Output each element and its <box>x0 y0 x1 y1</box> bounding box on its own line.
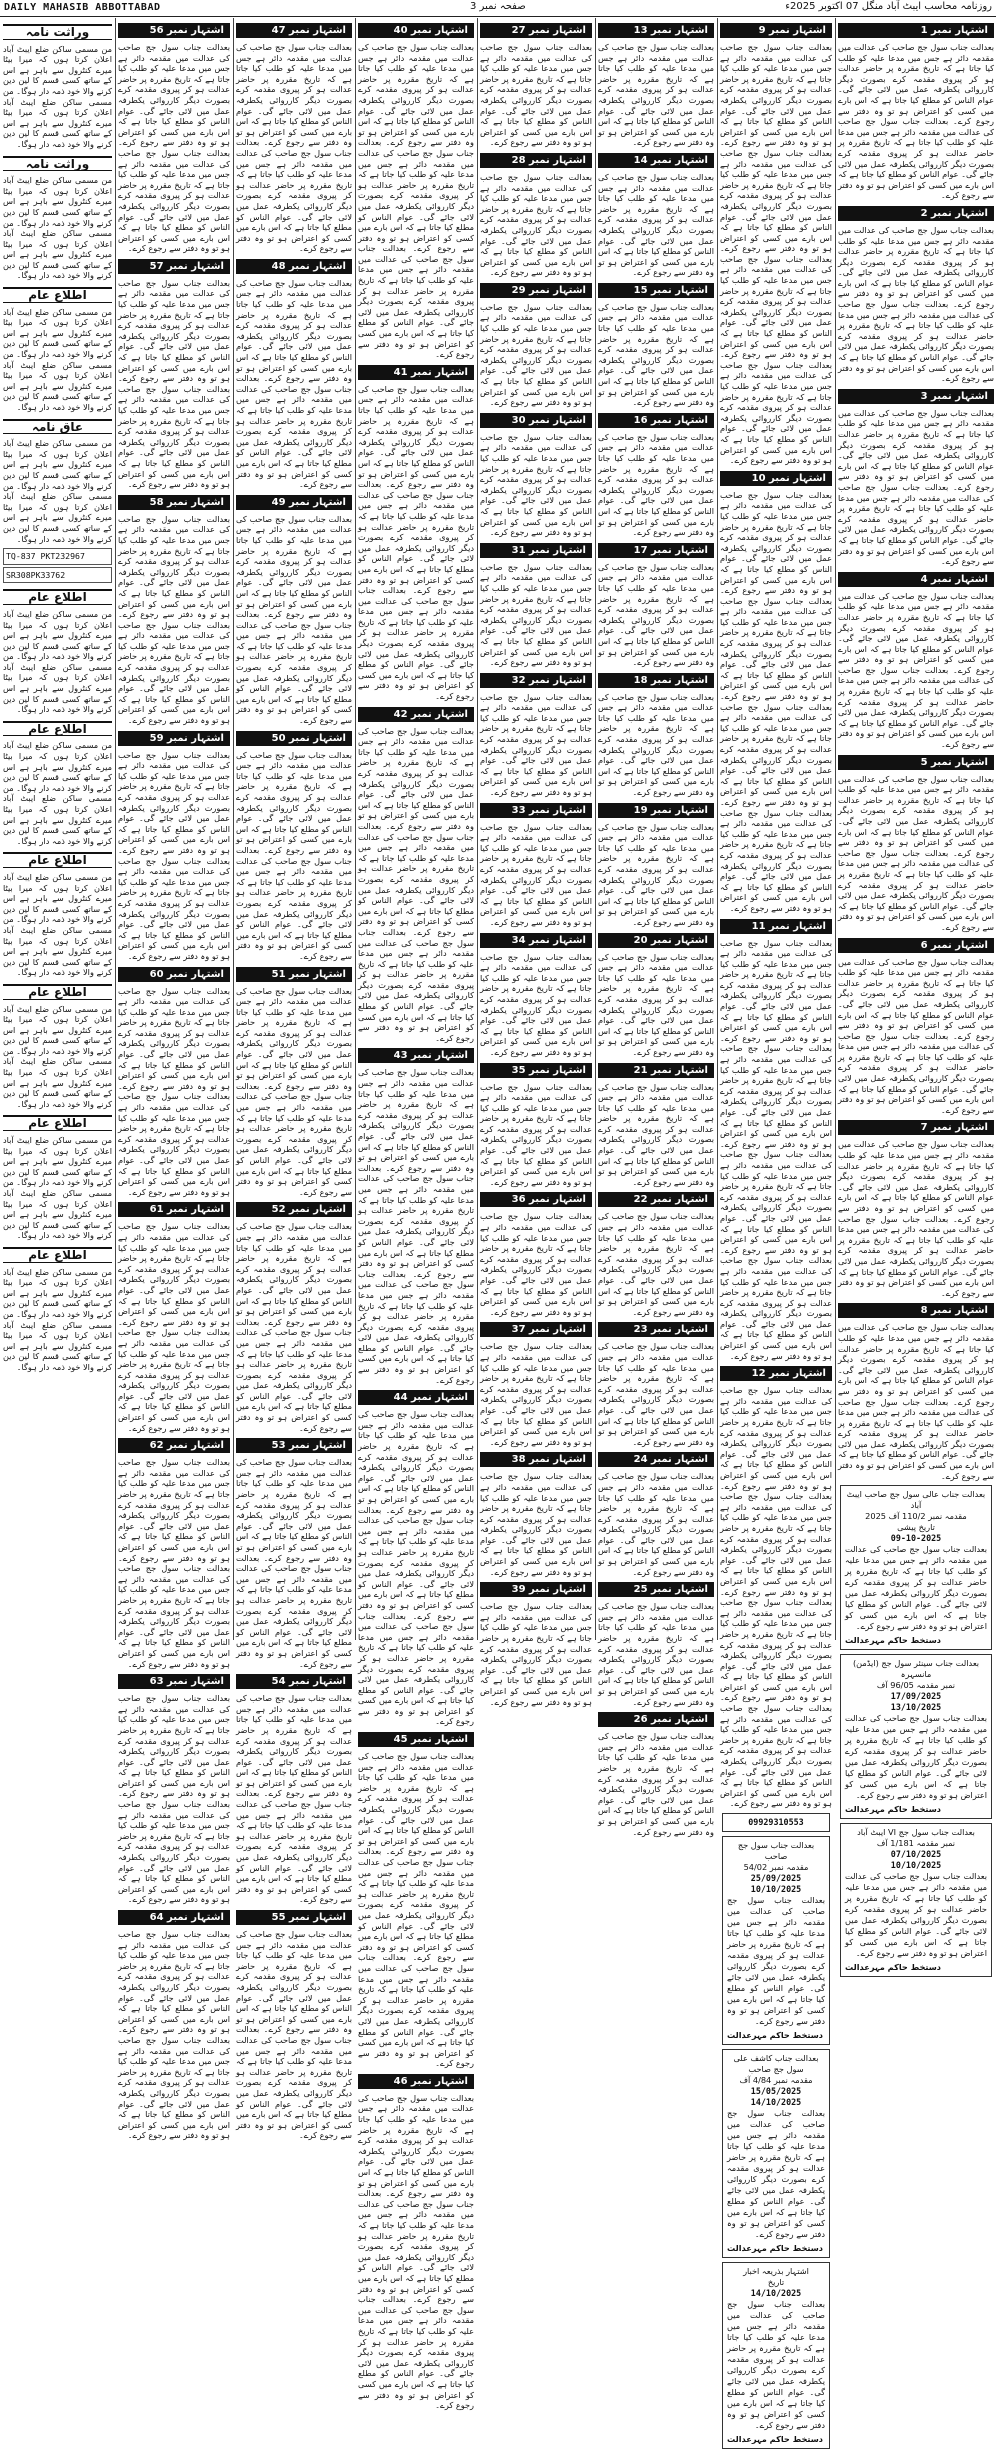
court-date: 10/10/2025 <box>750 1884 802 1894</box>
ad-number-label: اشتہار نمبر 45 <box>358 1732 474 1747</box>
ad-body-text: بعدالت جناب سول جج صاحب کی عدالت میں مقدمہ دائر ہے جس میں مدعا علیہ کو طلب کیا جاتا ہے کہ تاریخ مقررہ پر حاضر عدالت ہو کر پیروی مقدمہ کرے بصورت دیگر کارروائی یکطرفہ عمل میں لائی جائے گی۔ عوام الناس کو مطلع کیا جاتا ہے کہ اس بارے میں کسی کو اعتراض ہو تو وہ دفتر سے رجوع کرے۔ <box>480 1601 592 1707</box>
column-ads-56-64 <box>118 18 230 2141</box>
ad-body-text: بعدالت جناب سول جج صاحب کی عدالت میں مقدمہ دائر ہے جس میں مدعا علیہ کو طلب کیا جاتا ہے کہ تاریخ مقررہ پر حاضر عدالت ہو کر پیروی مقدمہ کرے بصورت دیگر کارروائی یکطرفہ عمل میں لائی جائے گی۔ عوام الناس کو مطلع کیا جاتا ہے کہ اس بارے میں کسی کو اعتراض ہو تو وہ دفتر سے رجوع کرے۔ بعدالت جناب سول جج صاحب کی عدالت میں مقدمہ دائر ہے جس میں مدعا علیہ کو طلب کیا جاتا ہے کہ تاریخ مقررہ پر حاضر عدالت ہو کر پیروی مقدمہ کرے بصورت دیگر کارروائی یکطرفہ عمل میں لائی جائے گی۔ عوام الناس کو مطلع کیا جاتا ہے کہ اس بارے میں کسی کو اعتراض ہو تو وہ دفتر سے رجوع کرے۔ <box>236 1221 352 1433</box>
ad-body-text: بعدالت جناب سول جج صاحب کی عدالت میں مقدمہ دائر ہے جس میں مدعا علیہ کو طلب کیا جاتا ہے کہ تاریخ مقررہ پر حاضر عدالت ہو کر پیروی مقدمہ کرے بصورت دیگر کارروائی یکطرفہ عمل میں لائی جائے گی۔ عوام الناس کو مطلع کیا جاتا ہے کہ اس بارے میں کسی کو اعتراض ہو تو وہ دفتر سے رجوع کرے۔ <box>480 1341 592 1447</box>
ad-body-text: بعدالت جناب سول جج صاحب کی عدالت میں مقدمہ دائر ہے جس میں مدعا علیہ کو طلب کیا جاتا ہے کہ تاریخ مقررہ پر حاضر عدالت ہو کر پیروی مقدمہ کرے بصورت دیگر کارروائی یکطرفہ عمل میں لائی جائے گی۔ عوام الناس کو مطلع کیا جاتا ہے کہ اس بارے میں کسی کو اعتراض ہو تو وہ دفتر سے رجوع کرے۔ بعدالت جناب سول جج صاحب کی عدالت میں مقدمہ دائر ہے جس میں مدعا علیہ کو طلب کیا جاتا ہے کہ تاریخ مقررہ پر حاضر عدالت ہو کر پیروی مقدمہ کرے بصورت دیگر کارروائی یکطرفہ عمل میں لائی جائے گی۔ عوام الناس کو مطلع کیا جاتا ہے کہ اس بارے میں کسی کو اعتراض ہو تو وہ دفتر سے رجوع کرے۔ <box>118 749 230 961</box>
ad-body-text: بعدالت جناب سول جج صاحب کی عدالت میں مقدمہ دائر ہے جس میں مدعا علیہ کو طلب کیا جاتا ہے کہ تاریخ مقررہ پر حاضر عدالت ہو کر پیروی مقدمہ کرے بصورت دیگر کارروائی یکطرفہ عمل میں لائی جائے گی۔ عوام الناس کو مطلع کیا جاتا ہے کہ اس بارے میں کسی کو اعتراض ہو تو وہ دفتر سے رجوع کرے۔ بعدالت جناب سول جج صاحب کی عدالت میں مقدمہ دائر ہے جس میں مدعا علیہ کو طلب کیا جاتا ہے کہ تاریخ مقررہ پر حاضر عدالت ہو کر پیروی مقدمہ کرے بصورت دیگر کارروائی یکطرفہ عمل میں لائی جائے گی۔ عوام الناس کو مطلع کیا جاتا ہے کہ اس بارے میں کسی کو اعتراض ہو تو وہ دفتر سے رجوع کرے۔ بعدالت جناب سول جج صاحب کی عدالت میں مقدمہ دائر ہے جس میں مدعا علیہ کو طلب کیا جاتا ہے کہ تاریخ مقررہ پر حاضر عدالت ہو کر پیروی مقدمہ کرے بصورت دیگر کارروائی یکطرفہ عمل میں لائی جائے گی۔ عوام الناس کو مطلع کیا جاتا ہے کہ اس بارے میں کسی کو اعتراض ہو تو وہ دفتر سے رجوع کرے۔ بعدالت جناب سول جج صاحب کی عدالت میں مقدمہ دائر ہے جس میں مدعا علیہ کو طلب کیا جاتا ہے کہ تاریخ مقررہ پر حاضر عدالت ہو کر پیروی مقدمہ کرے بصورت دیگر کارروائی یکطرفہ عمل میں لائی جائے گی۔ عوام الناس کو مطلع کیا جاتا ہے کہ اس بارے میں کسی کو اعتراض ہو تو وہ دفتر سے رجوع کرے۔ <box>720 1385 832 1809</box>
classified-heading: وراثت نامہ <box>3 24 112 40</box>
ad-body-text: بعدالت جناب سول جج صاحب کی عدالت میں مقدمہ دائر ہے جس میں مدعا علیہ کو طلب کیا جاتا ہے کہ تاریخ مقررہ پر حاضر عدالت ہو کر پیروی مقدمہ کرے بصورت دیگر کارروائی یکطرفہ عمل میں لائی جائے گی۔ عوام الناس کو مطلع کیا جاتا ہے کہ اس بارے میں کسی کو اعتراض ہو تو وہ دفتر سے رجوع کرے۔ <box>598 1471 714 1577</box>
ad-body-text: بعدالت جناب سول جج صاحب کی عدالت میں مقدمہ دائر ہے جس میں مدعا علیہ کو طلب کیا جاتا ہے کہ تاریخ مقررہ پر حاضر عدالت ہو کر پیروی مقدمہ کرے بصورت دیگر کارروائی یکطرفہ عمل میں لائی جائے گی۔ عوام الناس کو مطلع کیا جاتا ہے کہ اس بارے میں کسی کو اعتراض ہو تو وہ دفتر سے رجوع کرے۔ بعدالت جناب سول جج صاحب کی عدالت میں مقدمہ دائر ہے جس میں مدعا علیہ کو طلب کیا جاتا ہے کہ تاریخ مقررہ پر حاضر عدالت ہو کر پیروی مقدمہ کرے بصورت دیگر کارروائی یکطرفہ عمل میں لائی جائے گی۔ عوام الناس کو مطلع کیا جاتا ہے کہ اس بارے میں کسی کو اعتراض ہو تو وہ دفتر سے رجوع کرے۔ <box>236 1693 352 1905</box>
ad-number-label: اشتہار نمبر 32 <box>480 673 592 688</box>
ad-number-label: اشتہار نمبر 41 <box>358 365 474 380</box>
ad-body-text: بعدالت جناب سول جج صاحب کی عدالت میں مقدمہ دائر ہے جس میں مدعا علیہ کو طلب کیا جاتا ہے کہ تاریخ مقررہ پر حاضر عدالت ہو کر پیروی مقدمہ کرے بصورت دیگر کارروائی یکطرفہ عمل میں لائی جائے گی۔ عوام الناس کو مطلع کیا جاتا ہے کہ اس بارے میں کسی کو اعتراض ہو تو وہ دفتر سے رجوع کرے۔ <box>598 1341 714 1447</box>
ad-body-text: بعدالت جناب سول جج صاحب کی عدالت میں مقدمہ دائر ہے جس میں مدعا علیہ کو طلب کیا جاتا ہے کہ تاریخ مقررہ پر حاضر عدالت ہو کر پیروی مقدمہ کرے بصورت دیگر کارروائی یکطرفہ عمل میں لائی جائے گی۔ عوام الناس کو مطلع کیا جاتا ہے کہ اس بارے میں کسی کو اعتراض ہو تو وہ دفتر سے رجوع کرے۔ بعدالت جناب سول جج صاحب کی عدالت میں مقدمہ دائر ہے جس میں مدعا علیہ کو طلب کیا جاتا ہے کہ تاریخ مقررہ پر حاضر عدالت ہو کر پیروی مقدمہ کرے بصورت دیگر کارروائی یکطرفہ عمل میں لائی جائے گی۔ عوام الناس کو مطلع کیا جاتا ہے کہ اس بارے میں کسی کو اعتراض ہو تو وہ دفتر سے رجوع کرے۔ <box>118 985 230 1197</box>
ad-body-text: بعدالت جناب سول جج صاحب کی عدالت میں مقدمہ دائر ہے جس میں مدعا علیہ کو طلب کیا جاتا ہے کہ تاریخ مقررہ پر حاضر عدالت ہو کر پیروی مقدمہ کرے بصورت دیگر کارروائی یکطرفہ عمل میں لائی جائے گی۔ عوام الناس کو مطلع کیا جاتا ہے کہ اس بارے میں کسی کو اعتراض ہو تو وہ دفتر سے رجوع کرے۔ بعدالت جناب سول جج صاحب کی عدالت میں مقدمہ دائر ہے جس میں مدعا علیہ کو طلب کیا جاتا ہے کہ تاریخ مقررہ پر حاضر عدالت ہو کر پیروی مقدمہ کرے بصورت دیگر کارروائی یکطرفہ عمل میں لائی جائے گی۔ عوام الناس کو مطلع کیا جاتا ہے کہ اس بارے میں کسی کو اعتراض ہو تو وہ دفتر سے رجوع کرے۔ <box>838 224 994 384</box>
ad-body-text: بعدالت جناب سول جج صاحب کی عدالت میں مقدمہ دائر ہے جس میں مدعا علیہ کو طلب کیا جاتا ہے کہ تاریخ مقررہ پر حاضر عدالت ہو کر پیروی مقدمہ کرے بصورت دیگر کارروائی یکطرفہ عمل میں لائی جائے گی۔ عوام الناس کو مطلع کیا جاتا ہے کہ اس بارے میں کسی کو اعتراض ہو تو وہ دفتر سے رجوع کرے۔ بعدالت جناب سول جج صاحب کی عدالت میں مقدمہ دائر ہے جس میں مدعا علیہ کو طلب کیا جاتا ہے کہ تاریخ مقررہ پر حاضر عدالت ہو کر پیروی مقدمہ کرے بصورت دیگر کارروائی یکطرفہ عمل میں لائی جائے گی۔ عوام الناس کو مطلع کیا جاتا ہے کہ اس بارے میں کسی کو اعتراض ہو تو وہ دفتر سے رجوع کرے۔ بعدالت جناب سول جج صاحب کی عدالت میں مقدمہ دائر ہے جس میں مدعا علیہ کو طلب کیا جاتا ہے کہ تاریخ مقررہ پر حاضر عدالت ہو کر پیروی مقدمہ کرے بصورت دیگر کارروائی یکطرفہ عمل میں لائی جائے گی۔ عوام الناس کو مطلع کیا جاتا ہے کہ اس بارے میں کسی کو اعتراض ہو تو وہ دفتر سے رجوع کرے۔ <box>358 42 474 360</box>
court-date: 07/10/2025 <box>890 1849 942 1860</box>
ad-body-text: بعدالت جناب سول جج صاحب کی عدالت میں مقدمہ دائر ہے جس میں مدعا علیہ کو طلب کیا جاتا ہے کہ تاریخ مقررہ پر حاضر عدالت ہو کر پیروی مقدمہ کرے بصورت دیگر کارروائی یکطرفہ عمل میں لائی جائے گی۔ عوام الناس کو مطلع کیا جاتا ہے کہ اس بارے میں کسی کو اعتراض ہو تو وہ دفتر سے رجوع کرے۔ <box>598 171 714 278</box>
reference-code: SR308PK33762 <box>3 567 112 584</box>
ad-body-text: من مسمی ساکن ضلع ایبٹ آباد اعلان کرتا ہوں کہ میرا بیٹا میرے کنٹرول سے باہر ہے اس کے ساتھ کسی قسم کا لین دین کرنے والا خود ذمہ دار ہوگا۔ من مسمی ساکن ضلع ایبٹ آباد اعلان کرتا ہوں کہ میرا بیٹا میرے کنٹرول سے باہر ہے اس کے ساتھ کسی قسم کا لین دین کرنے والا خود ذمہ دار ہوگا۔ <box>3 740 112 846</box>
ad-number-label: اشتہار نمبر 3 <box>838 389 994 404</box>
ad-body-text: بعدالت جناب سول جج صاحب کی عدالت میں مقدمہ دائر ہے جس میں مدعا علیہ کو طلب کیا جاتا ہے کہ تاریخ مقررہ پر حاضر عدالت ہو کر پیروی مقدمہ کرے بصورت دیگر کارروائی یکطرفہ عمل میں لائی جائے گی۔ عوام الناس کو مطلع کیا جاتا ہے کہ اس بارے میں کسی کو اعتراض ہو تو وہ دفتر سے رجوع کرے۔ <box>480 1211 592 1317</box>
ad-body-text: بعدالت جناب سول جج صاحب کی عدالت میں مقدمہ دائر ہے جس میں مدعا علیہ کو طلب کیا جاتا ہے کہ تاریخ مقررہ پر حاضر عدالت ہو کر پیروی مقدمہ کرے بصورت دیگر کارروائی یکطرفہ عمل میں لائی جائے گی۔ عوام الناس کو مطلع کیا جاتا ہے کہ اس بارے میں کسی کو اعتراض ہو تو وہ دفتر سے رجوع کرے۔ بعدالت جناب سول جج صاحب کی عدالت میں مقدمہ دائر ہے جس میں مدعا علیہ کو طلب کیا جاتا ہے کہ تاریخ مقررہ پر حاضر عدالت ہو کر پیروی مقدمہ کرے بصورت دیگر کارروائی یکطرفہ عمل میں لائی جائے گی۔ عوام الناس کو مطلع کیا جاتا ہے کہ اس بارے میں کسی کو اعتراض ہو تو وہ دفتر سے رجوع کرے۔ بعدالت جناب سول جج صاحب کی عدالت میں مقدمہ دائر ہے جس میں مدعا علیہ کو طلب کیا جاتا ہے کہ تاریخ مقررہ پر حاضر عدالت ہو کر پیروی مقدمہ کرے بصورت دیگر کارروائی یکطرفہ عمل میں لائی جائے گی۔ عوام الناس کو مطلع کیا جاتا ہے کہ اس بارے میں کسی کو اعتراض ہو تو وہ دفتر سے رجوع کرے۔ <box>358 1067 474 1385</box>
ad-number-label: اشتہار نمبر 62 <box>118 1438 230 1453</box>
classified-heading: وراثت نامہ <box>3 156 112 172</box>
ad-body-text: بعدالت جناب سول جج صاحب کی عدالت میں مقدمہ دائر ہے جس میں مدعا علیہ کو طلب کیا جاتا ہے کہ تاریخ مقررہ پر حاضر عدالت ہو کر پیروی مقدمہ کرے بصورت دیگر کارروائی یکطرفہ عمل میں لائی جائے گی۔ عوام الناس کو مطلع کیا جاتا ہے کہ اس بارے میں کسی کو اعتراض ہو تو وہ دفتر سے رجوع کرے۔ <box>480 951 592 1057</box>
ad-body-text: بعدالت جناب سول جج صاحب کی عدالت میں مقدمہ دائر ہے جس میں مدعا علیہ کو طلب کیا جاتا ہے کہ تاریخ مقررہ پر حاضر عدالت ہو کر پیروی مقدمہ کرے بصورت دیگر کارروائی یکطرفہ عمل میں لائی جائے گی۔ عوام الناس کو مطلع کیا جاتا ہے کہ اس بارے میں کسی کو اعتراض ہو تو وہ دفتر سے رجوع کرے۔ بعدالت جناب سول جج صاحب کی عدالت میں مقدمہ دائر ہے جس میں مدعا علیہ کو طلب کیا جاتا ہے کہ تاریخ مقررہ پر حاضر عدالت ہو کر پیروی مقدمہ کرے بصورت دیگر کارروائی یکطرفہ عمل میں لائی جائے گی۔ عوام الناس کو مطلع کیا جاتا ہے کہ اس بارے میں کسی کو اعتراض ہو تو وہ دفتر سے رجوع کرے۔ <box>838 1322 994 1481</box>
ad-number-label: اشتہار نمبر 18 <box>598 673 714 688</box>
ad-body-text: بعدالت جناب سول جج صاحب کی عدالت میں مقدمہ دائر ہے جس میں مدعا علیہ کو طلب کیا جاتا ہے کہ تاریخ مقررہ پر حاضر عدالت ہو کر پیروی مقدمہ کرے بصورت دیگر کارروائی یکطرفہ عمل میں لائی جائے گی۔ عوام الناس کو مطلع کیا جاتا ہے کہ اس بارے میں کسی کو اعتراض ہو تو وہ دفتر سے رجوع کرے۔ بعدالت جناب سول جج صاحب کی عدالت میں مقدمہ دائر ہے جس میں مدعا علیہ کو طلب کیا جاتا ہے کہ تاریخ مقررہ پر حاضر عدالت ہو کر پیروی مقدمہ کرے بصورت دیگر کارروائی یکطرفہ عمل میں لائی جائے گی۔ عوام الناس کو مطلع کیا جاتا ہے کہ اس بارے میں کسی کو اعتراض ہو تو وہ دفتر سے رجوع کرے۔ بعدالت جناب سول جج صاحب کی عدالت میں مقدمہ دائر ہے جس میں مدعا علیہ کو طلب کیا جاتا ہے کہ تاریخ مقررہ پر حاضر عدالت ہو کر پیروی مقدمہ کرے بصورت دیگر کارروائی یکطرفہ عمل میں لائی جائے گی۔ عوام الناس کو مطلع کیا جاتا ہے کہ اس بارے میں کسی کو اعتراض ہو تو وہ دفتر سے رجوع کرے۔ <box>358 725 474 1043</box>
court-notice <box>722 2049 830 2258</box>
column-ads-1-8 <box>838 18 994 1973</box>
classified-heading: عاق نامہ <box>3 419 112 435</box>
ad-number-label: اشتہار نمبر 38 <box>480 1452 592 1467</box>
court-notice-line: بعدالت جناب کاشف علی سول جج صاحب <box>733 2053 819 2074</box>
ad-body-text: بعدالت جناب سول جج صاحب کی عدالت میں مقدمہ دائر ہے جس میں مدعا علیہ کو طلب کیا جاتا ہے کہ تاریخ مقررہ پر حاضر عدالت ہو کر پیروی مقدمہ کرے بصورت دیگر کارروائی یکطرفہ عمل میں لائی جائے گی۔ عوام الناس کو مطلع کیا جاتا ہے کہ اس بارے میں کسی کو اعتراض ہو تو وہ دفتر سے رجوع کرے۔ <box>598 431 714 538</box>
ad-number-label: اشتہار نمبر 9 <box>720 23 832 38</box>
ad-body-text: بعدالت جناب سول جج صاحب کی عدالت میں مقدمہ دائر ہے جس میں مدعا علیہ کو طلب کیا جاتا ہے کہ تاریخ مقررہ پر حاضر عدالت ہو کر پیروی مقدمہ کرے بصورت دیگر کارروائی یکطرفہ عمل میں لائی جائے گی۔ عوام الناس کو مطلع کیا جاتا ہے کہ اس بارے میں کسی کو اعتراض ہو تو وہ دفتر سے رجوع کرے۔ بعدالت جناب سول جج صاحب کی عدالت میں مقدمہ دائر ہے جس میں مدعا علیہ کو طلب کیا جاتا ہے کہ تاریخ مقررہ پر حاضر عدالت ہو کر پیروی مقدمہ کرے بصورت دیگر کارروائی یکطرفہ عمل میں لائی جائے گی۔ عوام الناس کو مطلع کیا جاتا ہے کہ اس بارے میں کسی کو اعتراض ہو تو وہ دفتر سے رجوع کرے۔ <box>118 1693 230 1905</box>
ad-body-text: بعدالت جناب سول جج صاحب کی عدالت میں مقدمہ دائر ہے جس میں مدعا علیہ کو طلب کیا جاتا ہے کہ تاریخ مقررہ پر حاضر عدالت ہو کر پیروی مقدمہ کرے بصورت دیگر کارروائی یکطرفہ عمل میں لائی جائے گی۔ عوام الناس کو مطلع کیا جاتا ہے کہ اس بارے میں کسی کو اعتراض ہو تو وہ دفتر سے رجوع کرے۔ <box>845 1544 987 1632</box>
ad-body-text: بعدالت جناب سول جج صاحب کی عدالت میں مقدمہ دائر ہے جس میں مدعا علیہ کو طلب کیا جاتا ہے کہ تاریخ مقررہ پر حاضر عدالت ہو کر پیروی مقدمہ کرے بصورت دیگر کارروائی یکطرفہ عمل میں لائی جائے گی۔ عوام الناس کو مطلع کیا جاتا ہے کہ اس بارے میں کسی کو اعتراض ہو تو وہ دفتر سے رجوع کرے۔ <box>598 561 714 668</box>
ad-number-label: اشتہار نمبر 30 <box>480 413 592 428</box>
court-notice-line: تاریخ <box>767 2277 785 2287</box>
classified-heading: اطلاع عام <box>3 1115 112 1131</box>
masthead-title-en: DAILY MAHASIB ABBOTTABAD <box>4 2 161 13</box>
court-notice-line: اشتہار بذریعہ اخبار <box>743 2266 809 2276</box>
ad-body-text: بعدالت جناب سول جج صاحب کی عدالت میں مقدمہ دائر ہے جس میں مدعا علیہ کو طلب کیا جاتا ہے کہ تاریخ مقررہ پر حاضر عدالت ہو کر پیروی مقدمہ کرے بصورت دیگر کارروائی یکطرفہ عمل میں لائی جائے گی۔ عوام الناس کو مطلع کیا جاتا ہے کہ اس بارے میں کسی کو اعتراض ہو تو وہ دفتر سے رجوع کرے۔ <box>598 1081 714 1187</box>
ad-number-label: اشتہار نمبر 19 <box>598 803 714 818</box>
ad-number-label: اشتہار نمبر 51 <box>236 967 352 982</box>
ad-body-text: بعدالت جناب سول جج صاحب کی عدالت میں مقدمہ دائر ہے جس میں مدعا علیہ کو طلب کیا جاتا ہے کہ تاریخ مقررہ پر حاضر عدالت ہو کر پیروی مقدمہ کرے بصورت دیگر کارروائی یکطرفہ عمل میں لائی جائے گی۔ عوام الناس کو مطلع کیا جاتا ہے کہ اس بارے میں کسی کو اعتراض ہو تو وہ دفتر سے رجوع کرے۔ بعدالت جناب سول جج صاحب کی عدالت میں مقدمہ دائر ہے جس میں مدعا علیہ کو طلب کیا جاتا ہے کہ تاریخ مقررہ پر حاضر عدالت ہو کر پیروی مقدمہ کرے بصورت دیگر کارروائی یکطرفہ عمل میں لائی جائے گی۔ عوام الناس کو مطلع کیا جاتا ہے کہ اس بارے میں کسی کو اعتراض ہو تو وہ دفتر سے رجوع کرے۔ <box>838 407 994 567</box>
ad-number-label: اشتہار نمبر 21 <box>598 1063 714 1078</box>
ad-number-label: اشتہار نمبر 34 <box>480 933 592 948</box>
ad-body-text: بعدالت جناب سول جج صاحب کی عدالت میں مقدمہ دائر ہے جس میں مدعا علیہ کو طلب کیا جاتا ہے کہ تاریخ مقررہ پر حاضر عدالت ہو کر پیروی مقدمہ کرے بصورت دیگر کارروائی یکطرفہ عمل میں لائی جائے گی۔ عوام الناس کو مطلع کیا جاتا ہے کہ اس بارے میں کسی کو اعتراض ہو تو وہ دفتر سے رجوع کرے۔ <box>480 42 592 148</box>
ad-number-label: اشتہار نمبر 55 <box>236 1910 352 1925</box>
ad-number-label: اشتہار نمبر 22 <box>598 1192 714 1207</box>
ad-body-text: بعدالت جناب سول جج صاحب کی عدالت میں مقدمہ دائر ہے جس میں مدعا علیہ کو طلب کیا جاتا ہے کہ تاریخ مقررہ پر حاضر عدالت ہو کر پیروی مقدمہ کرے بصورت دیگر کارروائی یکطرفہ عمل میں لائی جائے گی۔ عوام الناس کو مطلع کیا جاتا ہے کہ اس بارے میں کسی کو اعتراض ہو تو وہ دفتر سے رجوع کرے۔ بعدالت جناب سول جج صاحب کی عدالت میں مقدمہ دائر ہے جس میں مدعا علیہ کو طلب کیا جاتا ہے کہ تاریخ مقررہ پر حاضر عدالت ہو کر پیروی مقدمہ کرے بصورت دیگر کارروائی یکطرفہ عمل میں لائی جائے گی۔ عوام الناس کو مطلع کیا جاتا ہے کہ اس بارے میں کسی کو اعتراض ہو تو وہ دفتر سے رجوع کرے۔ <box>236 1929 352 2141</box>
classified-heading: اطلاع عام <box>3 984 112 1000</box>
ad-number-label: اشتہار نمبر 4 <box>838 572 994 587</box>
ad-body-text: بعدالت جناب سول جج صاحب کی عدالت میں مقدمہ دائر ہے جس میں مدعا علیہ کو طلب کیا جاتا ہے کہ تاریخ مقررہ پر حاضر عدالت ہو کر پیروی مقدمہ کرے بصورت دیگر کارروائی یکطرفہ عمل میں لائی جائے گی۔ عوام الناس کو مطلع کیا جاتا ہے کہ اس بارے میں کسی کو اعتراض ہو تو وہ دفتر سے رجوع کرے۔ <box>598 1731 714 1837</box>
ad-body-text: من مسمی ساکن ضلع ایبٹ آباد اعلان کرتا ہوں کہ میرا بیٹا میرے کنٹرول سے باہر ہے اس کے ساتھ کسی قسم کا لین دین کرنے والا خود ذمہ دار ہوگا۔ من مسمی ساکن ضلع ایبٹ آباد اعلان کرتا ہوں کہ میرا بیٹا میرے کنٹرول سے باہر ہے اس کے ساتھ کسی قسم کا لین دین کرنے والا خود ذمہ دار ہوگا۔ <box>3 306 112 412</box>
ad-number-label: اشتہار نمبر 64 <box>118 1910 230 1925</box>
court-signature: دستخط حاکم مہرعدالت <box>845 1635 941 1646</box>
ad-number-label: اشتہار نمبر 60 <box>118 967 230 982</box>
court-date: 14/10/2025 <box>750 2097 802 2107</box>
ad-body-text: بعدالت جناب سول جج صاحب کی عدالت میں مقدمہ دائر ہے جس میں مدعا علیہ کو طلب کیا جاتا ہے کہ تاریخ مقررہ پر حاضر عدالت ہو کر پیروی مقدمہ کرے بصورت دیگر کارروائی یکطرفہ عمل میں لائی جائے گی۔ عوام الناس کو مطلع کیا جاتا ہے کہ اس بارے میں کسی کو اعتراض ہو تو وہ دفتر سے رجوع کرے۔ بعدالت جناب سول جج صاحب کی عدالت میں مقدمہ دائر ہے جس میں مدعا علیہ کو طلب کیا جاتا ہے کہ تاریخ مقررہ پر حاضر عدالت ہو کر پیروی مقدمہ کرے بصورت دیگر کارروائی یکطرفہ عمل میں لائی جائے گی۔ عوام الناس کو مطلع کیا جاتا ہے کہ اس بارے میں کسی کو اعتراض ہو تو وہ دفتر سے رجوع کرے۔ بعدالت جناب سول جج صاحب کی عدالت میں مقدمہ دائر ہے جس میں مدعا علیہ کو طلب کیا جاتا ہے کہ تاریخ مقررہ پر حاضر عدالت ہو کر پیروی مقدمہ کرے بصورت دیگر کارروائی یکطرفہ عمل میں لائی جائے گی۔ عوام الناس کو مطلع کیا جاتا ہے کہ اس بارے میں کسی کو اعتراض ہو تو وہ دفتر سے رجوع کرے۔ بعدالت جناب سول جج صاحب کی عدالت میں مقدمہ دائر ہے جس میں مدعا علیہ کو طلب کیا جاتا ہے کہ تاریخ مقررہ پر حاضر عدالت ہو کر پیروی مقدمہ کرے بصورت دیگر کارروائی یکطرفہ عمل میں لائی جائے گی۔ عوام الناس کو مطلع کیا جاتا ہے کہ اس بارے میں کسی کو اعتراض ہو تو وہ دفتر سے رجوع کرے۔ <box>720 937 832 1361</box>
ad-number-label: اشتہار نمبر 33 <box>480 803 592 818</box>
ad-body-text: من مسمی ساکن ضلع ایبٹ آباد اعلان کرتا ہوں کہ میرا بیٹا میرے کنٹرول سے باہر ہے اس کے ساتھ کسی قسم کا لین دین کرنے والا خود ذمہ دار ہوگا۔ من مسمی ساکن ضلع ایبٹ آباد اعلان کرتا ہوں کہ میرا بیٹا میرے کنٹرول سے باہر ہے اس کے ساتھ کسی قسم کا لین دین کرنے والا خود ذمہ دار ہوگا۔ <box>3 871 112 978</box>
ad-number-label: اشتہار نمبر 11 <box>720 919 832 934</box>
ad-body-text: بعدالت جناب سول جج صاحب کی عدالت میں مقدمہ دائر ہے جس میں مدعا علیہ کو طلب کیا جاتا ہے کہ تاریخ مقررہ پر حاضر عدالت ہو کر پیروی مقدمہ کرے بصورت دیگر کارروائی یکطرفہ عمل میں لائی جائے گی۔ عوام الناس کو مطلع کیا جاتا ہے کہ اس بارے میں کسی کو اعتراض ہو تو وہ دفتر سے رجوع کرے۔ بعدالت جناب سول جج صاحب کی عدالت میں مقدمہ دائر ہے جس میں مدعا علیہ کو طلب کیا جاتا ہے کہ تاریخ مقررہ پر حاضر عدالت ہو کر پیروی مقدمہ کرے بصورت دیگر کارروائی یکطرفہ عمل میں لائی جائے گی۔ عوام الناس کو مطلع کیا جاتا ہے کہ اس بارے میں کسی کو اعتراض ہو تو وہ دفتر سے رجوع کرے۔ بعدالت جناب سول جج صاحب کی عدالت میں مقدمہ دائر ہے جس میں مدعا علیہ کو طلب کیا جاتا ہے کہ تاریخ مقررہ پر حاضر عدالت ہو کر پیروی مقدمہ کرے بصورت دیگر کارروائی یکطرفہ عمل میں لائی جائے گی۔ عوام الناس کو مطلع کیا جاتا ہے کہ اس بارے میں کسی کو اعتراض ہو تو وہ دفتر سے رجوع کرے۔ <box>358 1751 474 2069</box>
ad-number-label: اشتہار نمبر 57 <box>118 259 230 274</box>
ad-number-label: اشتہار نمبر 59 <box>118 731 230 746</box>
ad-number-label: اشتہار نمبر 12 <box>720 1366 832 1381</box>
ad-body-text: بعدالت جناب سول جج صاحب کی عدالت میں مقدمہ دائر ہے جس میں مدعا علیہ کو طلب کیا جاتا ہے کہ تاریخ مقررہ پر حاضر عدالت ہو کر پیروی مقدمہ کرے بصورت دیگر کارروائی یکطرفہ عمل میں لائی جائے گی۔ عوام الناس کو مطلع کیا جاتا ہے کہ اس بارے میں کسی کو اعتراض ہو تو وہ دفتر سے رجوع کرے۔ <box>480 691 592 798</box>
ad-body-text: بعدالت جناب سول جج صاحب کی عدالت میں مقدمہ دائر ہے جس میں مدعا علیہ کو طلب کیا جاتا ہے کہ تاریخ مقررہ پر حاضر عدالت ہو کر پیروی مقدمہ کرے بصورت دیگر کارروائی یکطرفہ عمل میں لائی جائے گی۔ عوام الناس کو مطلع کیا جاتا ہے کہ اس بارے میں کسی کو اعتراض ہو تو وہ دفتر سے رجوع کرے۔ بعدالت جناب سول جج صاحب کی عدالت میں مقدمہ دائر ہے جس میں مدعا علیہ کو طلب کیا جاتا ہے کہ تاریخ مقررہ پر حاضر عدالت ہو کر پیروی مقدمہ کرے بصورت دیگر کارروائی یکطرفہ عمل میں لائی جائے گی۔ عوام الناس کو مطلع کیا جاتا ہے کہ اس بارے میں کسی کو اعتراض ہو تو وہ دفتر سے رجوع کرے۔ بعدالت جناب سول جج صاحب کی عدالت میں مقدمہ دائر ہے جس میں مدعا علیہ کو طلب کیا جاتا ہے کہ تاریخ مقررہ پر حاضر عدالت ہو کر پیروی مقدمہ کرے بصورت دیگر کارروائی یکطرفہ عمل میں لائی جائے گی۔ عوام الناس کو مطلع کیا جاتا ہے کہ اس بارے میں کسی کو اعتراض ہو تو وہ دفتر سے رجوع کرے۔ بعدالت جناب سول جج صاحب کی عدالت میں مقدمہ دائر ہے جس میں مدعا علیہ کو طلب کیا جاتا ہے کہ تاریخ مقررہ پر حاضر عدالت ہو کر پیروی مقدمہ کرے بصورت دیگر کارروائی یکطرفہ عمل میں لائی جائے گی۔ عوام الناس کو مطلع کیا جاتا ہے کہ اس بارے میں کسی کو اعتراض ہو تو وہ دفتر سے رجوع کرے۔ <box>720 489 832 913</box>
ad-number-label: اشتہار نمبر 40 <box>358 23 474 38</box>
ad-body-text: بعدالت جناب سول جج صاحب کی عدالت میں مقدمہ دائر ہے جس میں مدعا علیہ کو طلب کیا جاتا ہے کہ تاریخ مقررہ پر حاضر عدالت ہو کر پیروی مقدمہ کرے بصورت دیگر کارروائی یکطرفہ عمل میں لائی جائے گی۔ عوام الناس کو مطلع کیا جاتا ہے کہ اس بارے میں کسی کو اعتراض ہو تو وہ دفتر سے رجوع کرے۔ <box>480 561 592 668</box>
ad-body-text: بعدالت جناب سول جج صاحب کی عدالت میں مقدمہ دائر ہے جس میں مدعا علیہ کو طلب کیا جاتا ہے کہ تاریخ مقررہ پر حاضر عدالت ہو کر پیروی مقدمہ کرے بصورت دیگر کارروائی یکطرفہ عمل میں لائی جائے گی۔ عوام الناس کو مطلع کیا جاتا ہے کہ اس بارے میں کسی کو اعتراض ہو تو وہ دفتر سے رجوع کرے۔ بعدالت جناب سول جج صاحب کی عدالت میں مقدمہ دائر ہے جس میں مدعا علیہ کو طلب کیا جاتا ہے کہ تاریخ مقررہ پر حاضر عدالت ہو کر پیروی مقدمہ کرے بصورت دیگر کارروائی یکطرفہ عمل میں لائی جائے گی۔ عوام الناس کو مطلع کیا جاتا ہے کہ اس بارے میں کسی کو اعتراض ہو تو وہ دفتر سے رجوع کرے۔ <box>838 42 994 201</box>
ad-body-text: بعدالت جناب سول جج صاحب کی عدالت میں مقدمہ دائر ہے جس میں مدعا علیہ کو طلب کیا جاتا ہے کہ تاریخ مقررہ پر حاضر عدالت ہو کر پیروی مقدمہ کرے بصورت دیگر کارروائی یکطرفہ عمل میں لائی جائے گی۔ عوام الناس کو مطلع کیا جاتا ہے کہ اس بارے میں کسی کو اعتراض ہو تو وہ دفتر سے رجوع کرے۔ بعدالت جناب سول جج صاحب کی عدالت میں مقدمہ دائر ہے جس میں مدعا علیہ کو طلب کیا جاتا ہے کہ تاریخ مقررہ پر حاضر عدالت ہو کر پیروی مقدمہ کرے بصورت دیگر کارروائی یکطرفہ عمل میں لائی جائے گی۔ عوام الناس کو مطلع کیا جاتا ہے کہ اس بارے میں کسی کو اعتراض ہو تو وہ دفتر سے رجوع کرے۔ <box>236 513 352 726</box>
ad-body-text: من مسمی ساکن ضلع ایبٹ آباد اعلان کرتا ہوں کہ میرا بیٹا میرے کنٹرول سے باہر ہے اس کے ساتھ کسی قسم کا لین دین کرنے والا خود ذمہ دار ہوگا۔ من مسمی ساکن ضلع ایبٹ آباد اعلان کرتا ہوں کہ میرا بیٹا میرے کنٹرول سے باہر ہے اس کے ساتھ کسی قسم کا لین دین کرنے والا خود ذمہ دار ہوگا۔ <box>3 175 112 281</box>
phone-number: 09929310553 <box>748 1817 804 1827</box>
ad-number-label: اشتہار نمبر 54 <box>236 1674 352 1689</box>
classified-heading: اطلاع عام <box>3 287 112 303</box>
ad-number-label: اشتہار نمبر 36 <box>480 1192 592 1207</box>
ad-number-label: اشتہار نمبر 20 <box>598 933 714 948</box>
ad-body-text: بعدالت جناب سول جج صاحب کی عدالت میں مقدمہ دائر ہے جس میں مدعا علیہ کو طلب کیا جاتا ہے کہ تاریخ مقررہ پر حاضر عدالت ہو کر پیروی مقدمہ کرے بصورت دیگر کارروائی یکطرفہ عمل میں لائی جائے گی۔ عوام الناس کو مطلع کیا جاتا ہے کہ اس بارے میں کسی کو اعتراض ہو تو وہ دفتر سے رجوع کرے۔ بعدالت جناب سول جج صاحب کی عدالت میں مقدمہ دائر ہے جس میں مدعا علیہ کو طلب کیا جاتا ہے کہ تاریخ مقررہ پر حاضر عدالت ہو کر پیروی مقدمہ کرے بصورت دیگر کارروائی یکطرفہ عمل میں لائی جائے گی۔ عوام الناس کو مطلع کیا جاتا ہے کہ اس بارے میں کسی کو اعتراض ہو تو وہ دفتر سے رجوع کرے۔ <box>838 773 994 932</box>
ad-body-text: بعدالت جناب سول جج صاحب کی عدالت میں مقدمہ دائر ہے جس میں مدعا علیہ کو طلب کیا جاتا ہے کہ تاریخ مقررہ پر حاضر عدالت ہو کر پیروی مقدمہ کرے بصورت دیگر کارروائی یکطرفہ عمل میں لائی جائے گی۔ عوام الناس کو مطلع کیا جاتا ہے کہ اس بارے میں کسی کو اعتراض ہو تو وہ دفتر سے رجوع کرے۔ بعدالت جناب سول جج صاحب کی عدالت میں مقدمہ دائر ہے جس میں مدعا علیہ کو طلب کیا جاتا ہے کہ تاریخ مقررہ پر حاضر عدالت ہو کر پیروی مقدمہ کرے بصورت دیگر کارروائی یکطرفہ عمل میں لائی جائے گی۔ عوام الناس کو مطلع کیا جاتا ہے کہ اس بارے میں کسی کو اعتراض ہو تو وہ دفتر سے رجوع کرے۔ بعدالت جناب سول جج صاحب کی عدالت میں مقدمہ دائر ہے جس میں مدعا علیہ کو طلب کیا جاتا ہے کہ تاریخ مقررہ پر حاضر عدالت ہو کر پیروی مقدمہ کرے بصورت دیگر کارروائی یکطرفہ عمل میں لائی جائے گی۔ عوام الناس کو مطلع کیا جاتا ہے کہ اس بارے میں کسی کو اعتراض ہو تو وہ دفتر سے رجوع کرے۔ بعدالت جناب سول جج صاحب کی عدالت میں مقدمہ دائر ہے جس میں مدعا علیہ کو طلب کیا جاتا ہے کہ تاریخ مقررہ پر حاضر عدالت ہو کر پیروی مقدمہ کرے بصورت دیگر کارروائی یکطرفہ عمل میں لائی جائے گی۔ عوام الناس کو مطلع کیا جاتا ہے کہ اس بارے میں کسی کو اعتراض ہو تو وہ دفتر سے رجوع کرے۔ <box>720 42 832 466</box>
court-notice-line: نمبر مقدمہ 96/05 آف <box>876 1680 956 1691</box>
ad-body-text: بعدالت جناب سول جج صاحب کی عدالت میں مقدمہ دائر ہے جس میں مدعا علیہ کو طلب کیا جاتا ہے کہ تاریخ مقررہ پر حاضر عدالت ہو کر پیروی مقدمہ کرے بصورت دیگر کارروائی یکطرفہ عمل میں لائی جائے گی۔ عوام الناس کو مطلع کیا جاتا ہے کہ اس بارے میں کسی کو اعتراض ہو تو وہ دفتر سے رجوع کرے۔ <box>598 42 714 148</box>
ad-number-label: اشتہار نمبر 17 <box>598 543 714 558</box>
column-ads-47-55 <box>236 18 352 2141</box>
court-signature: دستخط حاکم مہرعدالت <box>727 2030 823 2040</box>
ad-body-text: بعدالت جناب سول جج صاحب کی عدالت میں مقدمہ دائر ہے جس میں مدعا علیہ کو طلب کیا جاتا ہے کہ تاریخ مقررہ پر حاضر عدالت ہو کر پیروی مقدمہ کرے بصورت دیگر کارروائی یکطرفہ عمل میں لائی جائے گی۔ عوام الناس کو مطلع کیا جاتا ہے کہ اس بارے میں کسی کو اعتراض ہو تو وہ دفتر سے رجوع کرے۔ بعدالت جناب سول جج صاحب کی عدالت میں مقدمہ دائر ہے جس میں مدعا علیہ کو طلب کیا جاتا ہے کہ تاریخ مقررہ پر حاضر عدالت ہو کر پیروی مقدمہ کرے بصورت دیگر کارروائی یکطرفہ عمل میں لائی جائے گی۔ عوام الناس کو مطلع کیا جاتا ہے کہ اس بارے میں کسی کو اعتراض ہو تو وہ دفتر سے رجوع کرے۔ <box>838 956 994 1115</box>
ad-body-text: بعدالت جناب سول جج صاحب کی عدالت میں مقدمہ دائر ہے جس میں مدعا علیہ کو طلب کیا جاتا ہے کہ تاریخ مقررہ پر حاضر عدالت ہو کر پیروی مقدمہ کرے بصورت دیگر کارروائی یکطرفہ عمل میں لائی جائے گی۔ عوام الناس کو مطلع کیا جاتا ہے کہ اس بارے میں کسی کو اعتراض ہو تو وہ دفتر سے رجوع کرے۔ <box>598 1211 714 1317</box>
court-date: 10/10/2025 <box>890 1860 942 1871</box>
ad-body-text: بعدالت جناب سول جج صاحب کی عدالت میں مقدمہ دائر ہے جس میں مدعا علیہ کو طلب کیا جاتا ہے کہ تاریخ مقررہ پر حاضر عدالت ہو کر پیروی مقدمہ کرے بصورت دیگر کارروائی یکطرفہ عمل میں لائی جائے گی۔ عوام الناس کو مطلع کیا جاتا ہے کہ اس بارے میں کسی کو اعتراض ہو تو وہ دفتر سے رجوع کرے۔ بعدالت جناب سول جج صاحب کی عدالت میں مقدمہ دائر ہے جس میں مدعا علیہ کو طلب کیا جاتا ہے کہ تاریخ مقررہ پر حاضر عدالت ہو کر پیروی مقدمہ کرے بصورت دیگر کارروائی یکطرفہ عمل میں لائی جائے گی۔ عوام الناس کو مطلع کیا جاتا ہے کہ اس بارے میں کسی کو اعتراض ہو تو وہ دفتر سے رجوع کرے۔ بعدالت جناب سول جج صاحب کی عدالت میں مقدمہ دائر ہے جس میں مدعا علیہ کو طلب کیا جاتا ہے کہ تاریخ مقررہ پر حاضر عدالت ہو کر پیروی مقدمہ کرے بصورت دیگر کارروائی یکطرفہ عمل میں لائی جائے گی۔ عوام الناس کو مطلع کیا جاتا ہے کہ اس بارے میں کسی کو اعتراض ہو تو وہ دفتر سے رجوع کرے۔ <box>358 383 474 702</box>
phone-notice <box>722 1813 830 1832</box>
ad-number-label: اشتہار نمبر 13 <box>598 23 714 38</box>
ad-body-text: بعدالت جناب سول جج صاحب کی عدالت میں مقدمہ دائر ہے جس میں مدعا علیہ کو طلب کیا جاتا ہے کہ تاریخ مقررہ پر حاضر عدالت ہو کر پیروی مقدمہ کرے بصورت دیگر کارروائی یکطرفہ عمل میں لائی جائے گی۔ عوام الناس کو مطلع کیا جاتا ہے کہ اس بارے میں کسی کو اعتراض ہو تو وہ دفتر سے رجوع کرے۔ <box>598 301 714 408</box>
ad-number-label: اشتہار نمبر 28 <box>480 153 592 168</box>
ad-number-label: اشتہار نمبر 29 <box>480 283 592 298</box>
ad-body-text: من مسمی ساکن ضلع ایبٹ آباد اعلان کرتا ہوں کہ میرا بیٹا میرے کنٹرول سے باہر ہے اس کے ساتھ کسی قسم کا لین دین کرنے والا خود ذمہ دار ہوگا۔ من مسمی ساکن ضلع ایبٹ آباد اعلان کرتا ہوں کہ میرا بیٹا میرے کنٹرول سے باہر ہے اس کے ساتھ کسی قسم کا لین دین کرنے والا خود ذمہ دار ہوگا۔ <box>3 438 112 544</box>
court-notice-line: مقدمہ نمبر 54/02 <box>743 1862 809 1872</box>
court-notice-line: تاریخ پیشی <box>897 1522 935 1533</box>
ad-body-text: بعدالت جناب سول جج صاحب کی عدالت میں مقدمہ دائر ہے جس میں مدعا علیہ کو طلب کیا جاتا ہے کہ تاریخ مقررہ پر حاضر عدالت ہو کر پیروی مقدمہ کرے بصورت دیگر کارروائی یکطرفہ عمل میں لائی جائے گی۔ عوام الناس کو مطلع کیا جاتا ہے کہ اس بارے میں کسی کو اعتراض ہو تو وہ دفتر سے رجوع کرے۔ بعدالت جناب سول جج صاحب کی عدالت میں مقدمہ دائر ہے جس میں مدعا علیہ کو طلب کیا جاتا ہے کہ تاریخ مقررہ پر حاضر عدالت ہو کر پیروی مقدمہ کرے بصورت دیگر کارروائی یکطرفہ عمل میں لائی جائے گی۔ عوام الناس کو مطلع کیا جاتا ہے کہ اس بارے میں کسی کو اعتراض ہو تو وہ دفتر سے رجوع کرے۔ بعدالت جناب سول جج صاحب کی عدالت میں مقدمہ دائر ہے جس میں مدعا علیہ کو طلب کیا جاتا ہے کہ تاریخ مقررہ پر حاضر عدالت ہو کر پیروی مقدمہ کرے بصورت دیگر کارروائی یکطرفہ عمل میں لائی جائے گی۔ عوام الناس کو مطلع کیا جاتا ہے کہ اس بارے میں کسی کو اعتراض ہو تو وہ دفتر سے رجوع کرے۔ <box>358 1409 474 1727</box>
court-notice-line: بعدالت جناب سول جج VI ایبٹ آباد <box>857 1827 975 1838</box>
ad-body-text: بعدالت جناب سول جج صاحب کی عدالت میں مقدمہ دائر ہے جس میں مدعا علیہ کو طلب کیا جاتا ہے کہ تاریخ مقررہ پر حاضر عدالت ہو کر پیروی مقدمہ کرے بصورت دیگر کارروائی یکطرفہ عمل میں لائی جائے گی۔ عوام الناس کو مطلع کیا جاتا ہے کہ اس بارے میں کسی کو اعتراض ہو تو وہ دفتر سے رجوع کرے۔ بعدالت جناب سول جج صاحب کی عدالت میں مقدمہ دائر ہے جس میں مدعا علیہ کو طلب کیا جاتا ہے کہ تاریخ مقررہ پر حاضر عدالت ہو کر پیروی مقدمہ کرے بصورت دیگر کارروائی یکطرفہ عمل میں لائی جائے گی۔ عوام الناس کو مطلع کیا جاتا ہے کہ اس بارے میں کسی کو اعتراض ہو تو وہ دفتر سے رجوع کرے۔ <box>118 42 230 254</box>
ad-number-label: اشتہار نمبر 1 <box>838 23 994 38</box>
ad-number-label: اشتہار نمبر 53 <box>236 1438 352 1453</box>
court-date: 17/09/2025 <box>890 1691 942 1702</box>
ad-body-text: من مسمی ساکن ضلع ایبٹ آباد اعلان کرتا ہوں کہ میرا بیٹا میرے کنٹرول سے باہر ہے اس کے ساتھ کسی قسم کا لین دین کرنے والا خود ذمہ دار ہوگا۔ من مسمی ساکن ضلع ایبٹ آباد اعلان کرتا ہوں کہ میرا بیٹا میرے کنٹرول سے باہر ہے اس کے ساتھ کسی قسم کا لین دین کرنے والا خود ذمہ دار ہوگا۔ <box>3 1003 112 1109</box>
ad-number-label: اشتہار نمبر 48 <box>236 259 352 274</box>
court-date: 14/10/2025 <box>750 2288 802 2298</box>
ad-body-text: بعدالت جناب سول جج صاحب کی عدالت میں مقدمہ دائر ہے جس میں مدعا علیہ کو طلب کیا جاتا ہے کہ تاریخ مقررہ پر حاضر عدالت ہو کر پیروی مقدمہ کرے بصورت دیگر کارروائی یکطرفہ عمل میں لائی جائے گی۔ عوام الناس کو مطلع کیا جاتا ہے کہ اس بارے میں کسی کو اعتراض ہو تو وہ دفتر سے رجوع کرے۔ <box>480 171 592 278</box>
ad-body-text: بعدالت جناب سول جج صاحب کی عدالت میں مقدمہ دائر ہے جس میں مدعا علیہ کو طلب کیا جاتا ہے کہ تاریخ مقررہ پر حاضر عدالت ہو کر پیروی مقدمہ کرے بصورت دیگر کارروائی یکطرفہ عمل میں لائی جائے گی۔ عوام الناس کو مطلع کیا جاتا ہے کہ اس بارے میں کسی کو اعتراض ہو تو وہ دفتر سے رجوع کرے۔ <box>480 1081 592 1187</box>
ad-body-text: بعدالت جناب سول جج صاحب کی عدالت میں مقدمہ دائر ہے جس میں مدعا علیہ کو طلب کیا جاتا ہے کہ تاریخ مقررہ پر حاضر عدالت ہو کر پیروی مقدمہ کرے بصورت دیگر کارروائی یکطرفہ عمل میں لائی جائے گی۔ عوام الناس کو مطلع کیا جاتا ہے کہ اس بارے میں کسی کو اعتراض ہو تو وہ دفتر سے رجوع کرے۔ <box>845 1871 987 1959</box>
ad-number-label: اشتہار نمبر 61 <box>118 1202 230 1217</box>
ad-body-text: بعدالت جناب سول جج صاحب کی عدالت میں مقدمہ دائر ہے جس میں مدعا علیہ کو طلب کیا جاتا ہے کہ تاریخ مقررہ پر حاضر عدالت ہو کر پیروی مقدمہ کرے بصورت دیگر کارروائی یکطرفہ عمل میں لائی جائے گی۔ عوام الناس کو مطلع کیا جاتا ہے کہ اس بارے میں کسی کو اعتراض ہو تو وہ دفتر سے رجوع کرے۔ بعدالت جناب سول جج صاحب کی عدالت میں مقدمہ دائر ہے جس میں مدعا علیہ کو طلب کیا جاتا ہے کہ تاریخ مقررہ پر حاضر عدالت ہو کر پیروی مقدمہ کرے بصورت دیگر کارروائی یکطرفہ عمل میں لائی جائے گی۔ عوام الناس کو مطلع کیا جاتا ہے کہ اس بارے میں کسی کو اعتراض ہو تو وہ دفتر سے رجوع کرے۔ <box>236 277 352 490</box>
court-notice-line: بعدالت جناب سول جج صاحب <box>737 1840 815 1861</box>
ad-number-label: اشتہار نمبر 15 <box>598 283 714 298</box>
column-ads-13-26 <box>598 18 714 1837</box>
court-signature: دستخط حاکم مہرعدالت <box>845 1804 941 1815</box>
court-notice <box>840 1823 992 1977</box>
column-ads-27-39 <box>480 18 592 1707</box>
ad-body-text: بعدالت جناب سول جج صاحب کی عدالت میں مقدمہ دائر ہے جس میں مدعا علیہ کو طلب کیا جاتا ہے کہ تاریخ مقررہ پر حاضر عدالت ہو کر پیروی مقدمہ کرے بصورت دیگر کارروائی یکطرفہ عمل میں لائی جائے گی۔ عوام الناس کو مطلع کیا جاتا ہے کہ اس بارے میں کسی کو اعتراض ہو تو وہ دفتر سے رجوع کرے۔ بعدالت جناب سول جج صاحب کی عدالت میں مقدمہ دائر ہے جس میں مدعا علیہ کو طلب کیا جاتا ہے کہ تاریخ مقررہ پر حاضر عدالت ہو کر پیروی مقدمہ کرے بصورت دیگر کارروائی یکطرفہ عمل میں لائی جائے گی۔ عوام الناس کو مطلع کیا جاتا ہے کہ اس بارے میں کسی کو اعتراض ہو تو وہ دفتر سے رجوع کرے۔ <box>236 42 352 254</box>
classified-heading: اطلاع عام <box>3 721 112 737</box>
ad-body-text: بعدالت جناب سول جج صاحب کی عدالت میں مقدمہ دائر ہے جس میں مدعا علیہ کو طلب کیا جاتا ہے کہ تاریخ مقررہ پر حاضر عدالت ہو کر پیروی مقدمہ کرے بصورت دیگر کارروائی یکطرفہ عمل میں لائی جائے گی۔ عوام الناس کو مطلع کیا جاتا ہے کہ اس بارے میں کسی کو اعتراض ہو تو وہ دفتر سے رجوع کرے۔ بعدالت جناب سول جج صاحب کی عدالت میں مقدمہ دائر ہے جس میں مدعا علیہ کو طلب کیا جاتا ہے کہ تاریخ مقررہ پر حاضر عدالت ہو کر پیروی مقدمہ کرے بصورت دیگر کارروائی یکطرفہ عمل میں لائی جائے گی۔ عوام الناس کو مطلع کیا جاتا ہے کہ اس بارے میں کسی کو اعتراض ہو تو وہ دفتر سے رجوع کرے۔ <box>838 1139 994 1298</box>
ad-body-text: بعدالت جناب سول جج صاحب کی عدالت میں مقدمہ دائر ہے جس میں مدعا علیہ کو طلب کیا جاتا ہے کہ تاریخ مقررہ پر حاضر عدالت ہو کر پیروی مقدمہ کرے بصورت دیگر کارروائی یکطرفہ عمل میں لائی جائے گی۔ عوام الناس کو مطلع کیا جاتا ہے کہ اس بارے میں کسی کو اعتراض ہو تو وہ دفتر سے رجوع کرے۔ بعدالت جناب سول جج صاحب کی عدالت میں مقدمہ دائر ہے جس میں مدعا علیہ کو طلب کیا جاتا ہے کہ تاریخ مقررہ پر حاضر عدالت ہو کر پیروی مقدمہ کرے بصورت دیگر کارروائی یکطرفہ عمل میں لائی جائے گی۔ عوام الناس کو مطلع کیا جاتا ہے کہ اس بارے میں کسی کو اعتراض ہو تو وہ دفتر سے رجوع کرے۔ <box>118 1929 230 2141</box>
ad-number-label: اشتہار نمبر 42 <box>358 707 474 722</box>
court-notice <box>840 1485 992 1650</box>
ad-number-label: اشتہار نمبر 10 <box>720 471 832 486</box>
ad-body-text: بعدالت جناب سول جج صاحب کی عدالت میں مقدمہ دائر ہے جس میں مدعا علیہ کو طلب کیا جاتا ہے کہ تاریخ مقررہ پر حاضر عدالت ہو کر پیروی مقدمہ کرے بصورت دیگر کارروائی یکطرفہ عمل میں لائی جائے گی۔ عوام الناس کو مطلع کیا جاتا ہے کہ اس بارے میں کسی کو اعتراض ہو تو وہ دفتر سے رجوع کرے۔ <box>727 1895 825 2026</box>
ad-body-text: بعدالت جناب سول جج صاحب کی عدالت میں مقدمہ دائر ہے جس میں مدعا علیہ کو طلب کیا جاتا ہے کہ تاریخ مقررہ پر حاضر عدالت ہو کر پیروی مقدمہ کرے بصورت دیگر کارروائی یکطرفہ عمل میں لائی جائے گی۔ عوام الناس کو مطلع کیا جاتا ہے کہ اس بارے میں کسی کو اعتراض ہو تو وہ دفتر سے رجوع کرے۔ بعدالت جناب سول جج صاحب کی عدالت میں مقدمہ دائر ہے جس میں مدعا علیہ کو طلب کیا جاتا ہے کہ تاریخ مقررہ پر حاضر عدالت ہو کر پیروی مقدمہ کرے بصورت دیگر کارروائی یکطرفہ عمل میں لائی جائے گی۔ عوام الناس کو مطلع کیا جاتا ہے کہ اس بارے میں کسی کو اعتراض ہو تو وہ دفتر سے رجوع کرے۔ <box>236 985 352 1197</box>
reference-code: TQ-837 PKT232967 <box>3 548 112 565</box>
ad-body-text: بعدالت جناب سول جج صاحب کی عدالت میں مقدمہ دائر ہے جس میں مدعا علیہ کو طلب کیا جاتا ہے کہ تاریخ مقررہ پر حاضر عدالت ہو کر پیروی مقدمہ کرے بصورت دیگر کارروائی یکطرفہ عمل میں لائی جائے گی۔ عوام الناس کو مطلع کیا جاتا ہے کہ اس بارے میں کسی کو اعتراض ہو تو وہ دفتر سے رجوع کرے۔ بعدالت جناب سول جج صاحب کی عدالت میں مقدمہ دائر ہے جس میں مدعا علیہ کو طلب کیا جاتا ہے کہ تاریخ مقررہ پر حاضر عدالت ہو کر پیروی مقدمہ کرے بصورت دیگر کارروائی یکطرفہ عمل میں لائی جائے گی۔ عوام الناس کو مطلع کیا جاتا ہے کہ اس بارے میں کسی کو اعتراض ہو تو وہ دفتر سے رجوع کرے۔ <box>118 1457 230 1669</box>
ad-number-label: اشتہار نمبر 16 <box>598 413 714 428</box>
classified-heading: اطلاع عام <box>3 852 112 868</box>
court-signature: دستخط حاکم مہرعدالت <box>845 1962 941 1973</box>
court-date: 25/09/2025 <box>750 1873 802 1883</box>
classified-heading: اطلاع عام <box>3 1247 112 1263</box>
page-number-label: صفحہ نمبر 3 <box>470 1 526 12</box>
ad-number-label: اشتہار نمبر 56 <box>118 23 230 38</box>
ad-number-label: اشتہار نمبر 27 <box>480 23 592 38</box>
masthead <box>0 0 996 17</box>
ad-number-label: اشتہار نمبر 37 <box>480 1322 592 1337</box>
court-date: 15/05/2025 <box>750 2086 802 2096</box>
court-notice-line: بعدالت جناب سینئر سول جج (ایڈمن) مانسہرہ <box>852 1658 980 1680</box>
ad-number-label: اشتہار نمبر 6 <box>838 938 994 953</box>
ad-number-label: اشتہار نمبر 63 <box>118 1674 230 1689</box>
ad-body-text: بعدالت جناب سول جج صاحب کی عدالت میں مقدمہ دائر ہے جس میں مدعا علیہ کو طلب کیا جاتا ہے کہ تاریخ مقررہ پر حاضر عدالت ہو کر پیروی مقدمہ کرے بصورت دیگر کارروائی یکطرفہ عمل میں لائی جائے گی۔ عوام الناس کو مطلع کیا جاتا ہے کہ اس بارے میں کسی کو اعتراض ہو تو وہ دفتر سے رجوع کرے۔ <box>727 2299 825 2430</box>
ad-number-label: اشتہار نمبر 8 <box>838 1303 994 1318</box>
ad-number-label: اشتہار نمبر 24 <box>598 1452 714 1467</box>
ad-body-text: بعدالت جناب سول جج صاحب کی عدالت میں مقدمہ دائر ہے جس میں مدعا علیہ کو طلب کیا جاتا ہے کہ تاریخ مقررہ پر حاضر عدالت ہو کر پیروی مقدمہ کرے بصورت دیگر کارروائی یکطرفہ عمل میں لائی جائے گی۔ عوام الناس کو مطلع کیا جاتا ہے کہ اس بارے میں کسی کو اعتراض ہو تو وہ دفتر سے رجوع کرے۔ بعدالت جناب سول جج صاحب کی عدالت میں مقدمہ دائر ہے جس میں مدعا علیہ کو طلب کیا جاتا ہے کہ تاریخ مقررہ پر حاضر عدالت ہو کر پیروی مقدمہ کرے بصورت دیگر کارروائی یکطرفہ عمل میں لائی جائے گی۔ عوام الناس کو مطلع کیا جاتا ہے کہ اس بارے میں کسی کو اعتراض ہو تو وہ دفتر سے رجوع کرے۔ <box>118 1221 230 1433</box>
column-ads-40-46 <box>358 18 474 2411</box>
ad-number-label: اشتہار نمبر 26 <box>598 1712 714 1727</box>
ad-number-label: اشتہار نمبر 46 <box>358 2074 474 2089</box>
column-classifieds <box>3 18 112 1640</box>
ad-body-text: بعدالت جناب سول جج صاحب کی عدالت میں مقدمہ دائر ہے جس میں مدعا علیہ کو طلب کیا جاتا ہے کہ تاریخ مقررہ پر حاضر عدالت ہو کر پیروی مقدمہ کرے بصورت دیگر کارروائی یکطرفہ عمل میں لائی جائے گی۔ عوام الناس کو مطلع کیا جاتا ہے کہ اس بارے میں کسی کو اعتراض ہو تو وہ دفتر سے رجوع کرے۔ <box>598 691 714 798</box>
ad-body-text: بعدالت جناب سول جج صاحب کی عدالت میں مقدمہ دائر ہے جس میں مدعا علیہ کو طلب کیا جاتا ہے کہ تاریخ مقررہ پر حاضر عدالت ہو کر پیروی مقدمہ کرے بصورت دیگر کارروائی یکطرفہ عمل میں لائی جائے گی۔ عوام الناس کو مطلع کیا جاتا ہے کہ اس بارے میں کسی کو اعتراض ہو تو وہ دفتر سے رجوع کرے۔ بعدالت جناب سول جج صاحب کی عدالت میں مقدمہ دائر ہے جس میں مدعا علیہ کو طلب کیا جاتا ہے کہ تاریخ مقررہ پر حاضر عدالت ہو کر پیروی مقدمہ کرے بصورت دیگر کارروائی یکطرفہ عمل میں لائی جائے گی۔ عوام الناس کو مطلع کیا جاتا ہے کہ اس بارے میں کسی کو اعتراض ہو تو وہ دفتر سے رجوع کرے۔ بعدالت جناب سول جج صاحب کی عدالت میں مقدمہ دائر ہے جس میں مدعا علیہ کو طلب کیا جاتا ہے کہ تاریخ مقررہ پر حاضر عدالت ہو کر پیروی مقدمہ کرے بصورت دیگر کارروائی یکطرفہ عمل میں لائی جائے گی۔ عوام الناس کو مطلع کیا جاتا ہے کہ اس بارے میں کسی کو اعتراض ہو تو وہ دفتر سے رجوع کرے۔ <box>358 2092 474 2411</box>
ad-body-text: بعدالت جناب سول جج صاحب کی عدالت میں مقدمہ دائر ہے جس میں مدعا علیہ کو طلب کیا جاتا ہے کہ تاریخ مقررہ پر حاضر عدالت ہو کر پیروی مقدمہ کرے بصورت دیگر کارروائی یکطرفہ عمل میں لائی جائے گی۔ عوام الناس کو مطلع کیا جاتا ہے کہ اس بارے میں کسی کو اعتراض ہو تو وہ دفتر سے رجوع کرے۔ <box>845 1713 987 1801</box>
court-notice <box>722 1836 830 2045</box>
ad-body-text: من مسمی ساکن ضلع ایبٹ آباد اعلان کرتا ہوں کہ میرا بیٹا میرے کنٹرول سے باہر ہے اس کے ساتھ کسی قسم کا لین دین کرنے والا خود ذمہ دار ہوگا۔ من مسمی ساکن ضلع ایبٹ آباد اعلان کرتا ہوں کہ میرا بیٹا میرے کنٹرول سے باہر ہے اس کے ساتھ کسی قسم کا لین دین کرنے والا خود ذمہ دار ہوگا۔ <box>3 43 112 149</box>
ad-number-label: اشتہار نمبر 44 <box>358 1390 474 1405</box>
column-ads-9-12 <box>720 18 832 2444</box>
ad-number-label: اشتہار نمبر 25 <box>598 1582 714 1597</box>
ad-number-label: اشتہار نمبر 35 <box>480 1063 592 1078</box>
ad-body-text: بعدالت جناب سول جج صاحب کی عدالت میں مقدمہ دائر ہے جس میں مدعا علیہ کو طلب کیا جاتا ہے کہ تاریخ مقررہ پر حاضر عدالت ہو کر پیروی مقدمہ کرے بصورت دیگر کارروائی یکطرفہ عمل میں لائی جائے گی۔ عوام الناس کو مطلع کیا جاتا ہے کہ اس بارے میں کسی کو اعتراض ہو تو وہ دفتر سے رجوع کرے۔ بعدالت جناب سول جج صاحب کی عدالت میں مقدمہ دائر ہے جس میں مدعا علیہ کو طلب کیا جاتا ہے کہ تاریخ مقررہ پر حاضر عدالت ہو کر پیروی مقدمہ کرے بصورت دیگر کارروائی یکطرفہ عمل میں لائی جائے گی۔ عوام الناس کو مطلع کیا جاتا ہے کہ اس بارے میں کسی کو اعتراض ہو تو وہ دفتر سے رجوع کرے۔ <box>236 749 352 961</box>
ad-body-text: بعدالت جناب سول جج صاحب کی عدالت میں مقدمہ دائر ہے جس میں مدعا علیہ کو طلب کیا جاتا ہے کہ تاریخ مقررہ پر حاضر عدالت ہو کر پیروی مقدمہ کرے بصورت دیگر کارروائی یکطرفہ عمل میں لائی جائے گی۔ عوام الناس کو مطلع کیا جاتا ہے کہ اس بارے میں کسی کو اعتراض ہو تو وہ دفتر سے رجوع کرے۔ <box>480 301 592 408</box>
ad-number-label: اشتہار نمبر 5 <box>838 755 994 770</box>
ad-number-label: اشتہار نمبر 31 <box>480 543 592 558</box>
ad-body-text: بعدالت جناب سول جج صاحب کی عدالت میں مقدمہ دائر ہے جس میں مدعا علیہ کو طلب کیا جاتا ہے کہ تاریخ مقررہ پر حاضر عدالت ہو کر پیروی مقدمہ کرے بصورت دیگر کارروائی یکطرفہ عمل میں لائی جائے گی۔ عوام الناس کو مطلع کیا جاتا ہے کہ اس بارے میں کسی کو اعتراض ہو تو وہ دفتر سے رجوع کرے۔ بعدالت جناب سول جج صاحب کی عدالت میں مقدمہ دائر ہے جس میں مدعا علیہ کو طلب کیا جاتا ہے کہ تاریخ مقررہ پر حاضر عدالت ہو کر پیروی مقدمہ کرے بصورت دیگر کارروائی یکطرفہ عمل میں لائی جائے گی۔ عوام الناس کو مطلع کیا جاتا ہے کہ اس بارے میں کسی کو اعتراض ہو تو وہ دفتر سے رجوع کرے۔ <box>118 277 230 490</box>
ad-body-text: بعدالت جناب سول جج صاحب کی عدالت میں مقدمہ دائر ہے جس میں مدعا علیہ کو طلب کیا جاتا ہے کہ تاریخ مقررہ پر حاضر عدالت ہو کر پیروی مقدمہ کرے بصورت دیگر کارروائی یکطرفہ عمل میں لائی جائے گی۔ عوام الناس کو مطلع کیا جاتا ہے کہ اس بارے میں کسی کو اعتراض ہو تو وہ دفتر سے رجوع کرے۔ <box>598 1601 714 1707</box>
ad-body-text: بعدالت جناب سول جج صاحب کی عدالت میں مقدمہ دائر ہے جس میں مدعا علیہ کو طلب کیا جاتا ہے کہ تاریخ مقررہ پر حاضر عدالت ہو کر پیروی مقدمہ کرے بصورت دیگر کارروائی یکطرفہ عمل میں لائی جائے گی۔ عوام الناس کو مطلع کیا جاتا ہے کہ اس بارے میں کسی کو اعتراض ہو تو وہ دفتر سے رجوع کرے۔ بعدالت جناب سول جج صاحب کی عدالت میں مقدمہ دائر ہے جس میں مدعا علیہ کو طلب کیا جاتا ہے کہ تاریخ مقررہ پر حاضر عدالت ہو کر پیروی مقدمہ کرے بصورت دیگر کارروائی یکطرفہ عمل میں لائی جائے گی۔ عوام الناس کو مطلع کیا جاتا ہے کہ اس بارے میں کسی کو اعتراض ہو تو وہ دفتر سے رجوع کرے۔ <box>118 513 230 726</box>
ad-body-text: بعدالت جناب سول جج صاحب کی عدالت میں مقدمہ دائر ہے جس میں مدعا علیہ کو طلب کیا جاتا ہے کہ تاریخ مقررہ پر حاضر عدالت ہو کر پیروی مقدمہ کرے بصورت دیگر کارروائی یکطرفہ عمل میں لائی جائے گی۔ عوام الناس کو مطلع کیا جاتا ہے کہ اس بارے میں کسی کو اعتراض ہو تو وہ دفتر سے رجوع کرے۔ <box>598 951 714 1057</box>
ad-body-text: بعدالت جناب سول جج صاحب کی عدالت میں مقدمہ دائر ہے جس میں مدعا علیہ کو طلب کیا جاتا ہے کہ تاریخ مقررہ پر حاضر عدالت ہو کر پیروی مقدمہ کرے بصورت دیگر کارروائی یکطرفہ عمل میں لائی جائے گی۔ عوام الناس کو مطلع کیا جاتا ہے کہ اس بارے میں کسی کو اعتراض ہو تو وہ دفتر سے رجوع کرے۔ بعدالت جناب سول جج صاحب کی عدالت میں مقدمہ دائر ہے جس میں مدعا علیہ کو طلب کیا جاتا ہے کہ تاریخ مقررہ پر حاضر عدالت ہو کر پیروی مقدمہ کرے بصورت دیگر کارروائی یکطرفہ عمل میں لائی جائے گی۔ عوام الناس کو مطلع کیا جاتا ہے کہ اس بارے میں کسی کو اعتراض ہو تو وہ دفتر سے رجوع کرے۔ <box>236 1457 352 1669</box>
court-date: 13/10/2025 <box>890 1702 942 1713</box>
ad-number-label: اشتہار نمبر 58 <box>118 495 230 510</box>
ad-number-label: اشتہار نمبر 23 <box>598 1322 714 1337</box>
ad-number-label: اشتہار نمبر 50 <box>236 731 352 746</box>
ad-body-text: بعدالت جناب سول جج صاحب کی عدالت میں مقدمہ دائر ہے جس میں مدعا علیہ کو طلب کیا جاتا ہے کہ تاریخ مقررہ پر حاضر عدالت ہو کر پیروی مقدمہ کرے بصورت دیگر کارروائی یکطرفہ عمل میں لائی جائے گی۔ عوام الناس کو مطلع کیا جاتا ہے کہ اس بارے میں کسی کو اعتراض ہو تو وہ دفتر سے رجوع کرے۔ <box>480 821 592 927</box>
classified-heading: اطلاع عام <box>3 589 112 605</box>
ad-body-text: من مسمی ساکن ضلع ایبٹ آباد اعلان کرتا ہوں کہ میرا بیٹا میرے کنٹرول سے باہر ہے اس کے ساتھ کسی قسم کا لین دین کرنے والا خود ذمہ دار ہوگا۔ من مسمی ساکن ضلع ایبٹ آباد اعلان کرتا ہوں کہ میرا بیٹا میرے کنٹرول سے باہر ہے اس کے ساتھ کسی قسم کا لین دین کرنے والا خود ذمہ دار ہوگا۔ <box>3 1266 112 1372</box>
masthead-date-line: روزنامہ محاسب ایبٹ آباد منگل 07 اکتوبر 2025ء <box>785 1 992 12</box>
court-signature: دستخط حاکم مہرعدالت <box>727 2243 823 2253</box>
court-notice-line: مقدمہ نمبر 110/2 آف 2025 <box>865 1511 967 1522</box>
court-date: 09-10-2025 <box>890 1533 942 1544</box>
court-notice-line: مقدمہ نمبر 4/84 آف <box>739 2075 813 2085</box>
ad-number-label: اشتہار نمبر 47 <box>236 23 352 38</box>
ad-body-text: بعدالت جناب سول جج صاحب کی عدالت میں مقدمہ دائر ہے جس میں مدعا علیہ کو طلب کیا جاتا ہے کہ تاریخ مقررہ پر حاضر عدالت ہو کر پیروی مقدمہ کرے بصورت دیگر کارروائی یکطرفہ عمل میں لائی جائے گی۔ عوام الناس کو مطلع کیا جاتا ہے کہ اس بارے میں کسی کو اعتراض ہو تو وہ دفتر سے رجوع کرے۔ <box>480 1471 592 1577</box>
court-notice-line: نمبر مقدمہ 1/181 آف <box>876 1838 956 1849</box>
ad-body-text: بعدالت جناب سول جج صاحب کی عدالت میں مقدمہ دائر ہے جس میں مدعا علیہ کو طلب کیا جاتا ہے کہ تاریخ مقررہ پر حاضر عدالت ہو کر پیروی مقدمہ کرے بصورت دیگر کارروائی یکطرفہ عمل میں لائی جائے گی۔ عوام الناس کو مطلع کیا جاتا ہے کہ اس بارے میں کسی کو اعتراض ہو تو وہ دفتر سے رجوع کرے۔ <box>727 2108 825 2239</box>
ad-number-label: اشتہار نمبر 7 <box>838 1120 994 1135</box>
court-notice <box>722 2262 830 2449</box>
ad-body-text: من مسمی ساکن ضلع ایبٹ آباد اعلان کرتا ہوں کہ میرا بیٹا میرے کنٹرول سے باہر ہے اس کے ساتھ کسی قسم کا لین دین کرنے والا خود ذمہ دار ہوگا۔ من مسمی ساکن ضلع ایبٹ آباد اعلان کرتا ہوں کہ میرا بیٹا میرے کنٹرول سے باہر ہے اس کے ساتھ کسی قسم کا لین دین کرنے والا خود ذمہ دار ہوگا۔ <box>3 608 112 715</box>
ad-number-label: اشتہار نمبر 14 <box>598 153 714 168</box>
ad-number-label: اشتہار نمبر 39 <box>480 1582 592 1597</box>
ad-body-text: بعدالت جناب سول جج صاحب کی عدالت میں مقدمہ دائر ہے جس میں مدعا علیہ کو طلب کیا جاتا ہے کہ تاریخ مقررہ پر حاضر عدالت ہو کر پیروی مقدمہ کرے بصورت دیگر کارروائی یکطرفہ عمل میں لائی جائے گی۔ عوام الناس کو مطلع کیا جاتا ہے کہ اس بارے میں کسی کو اعتراض ہو تو وہ دفتر سے رجوع کرے۔ بعدالت جناب سول جج صاحب کی عدالت میں مقدمہ دائر ہے جس میں مدعا علیہ کو طلب کیا جاتا ہے کہ تاریخ مقررہ پر حاضر عدالت ہو کر پیروی مقدمہ کرے بصورت دیگر کارروائی یکطرفہ عمل میں لائی جائے گی۔ عوام الناس کو مطلع کیا جاتا ہے کہ اس بارے میں کسی کو اعتراض ہو تو وہ دفتر سے رجوع کرے۔ <box>838 590 994 750</box>
court-signature: دستخط حاکم مہرعدالت <box>727 2434 823 2444</box>
ad-body-text: بعدالت جناب سول جج صاحب کی عدالت میں مقدمہ دائر ہے جس میں مدعا علیہ کو طلب کیا جاتا ہے کہ تاریخ مقررہ پر حاضر عدالت ہو کر پیروی مقدمہ کرے بصورت دیگر کارروائی یکطرفہ عمل میں لائی جائے گی۔ عوام الناس کو مطلع کیا جاتا ہے کہ اس بارے میں کسی کو اعتراض ہو تو وہ دفتر سے رجوع کرے۔ <box>480 431 592 538</box>
ad-body-text: من مسمی ساکن ضلع ایبٹ آباد اعلان کرتا ہوں کہ میرا بیٹا میرے کنٹرول سے باہر ہے اس کے ساتھ کسی قسم کا لین دین کرنے والا خود ذمہ دار ہوگا۔ من مسمی ساکن ضلع ایبٹ آباد اعلان کرتا ہوں کہ میرا بیٹا میرے کنٹرول سے باہر ہے اس کے ساتھ کسی قسم کا لین دین کرنے والا خود ذمہ دار ہوگا۔ <box>3 1135 112 1241</box>
ad-number-label: اشتہار نمبر 43 <box>358 1048 474 1063</box>
ad-number-label: اشتہار نمبر 2 <box>838 206 994 221</box>
ad-number-label: اشتہار نمبر 52 <box>236 1202 352 1217</box>
court-notice-line: بعدالت جناب عالی سول جج صاحب ایبٹ آباد <box>846 1489 986 1511</box>
ad-body-text: بعدالت جناب سول جج صاحب کی عدالت میں مقدمہ دائر ہے جس میں مدعا علیہ کو طلب کیا جاتا ہے کہ تاریخ مقررہ پر حاضر عدالت ہو کر پیروی مقدمہ کرے بصورت دیگر کارروائی یکطرفہ عمل میں لائی جائے گی۔ عوام الناس کو مطلع کیا جاتا ہے کہ اس بارے میں کسی کو اعتراض ہو تو وہ دفتر سے رجوع کرے۔ <box>598 821 714 927</box>
court-notice <box>840 1654 992 1819</box>
ad-number-label: اشتہار نمبر 49 <box>236 495 352 510</box>
